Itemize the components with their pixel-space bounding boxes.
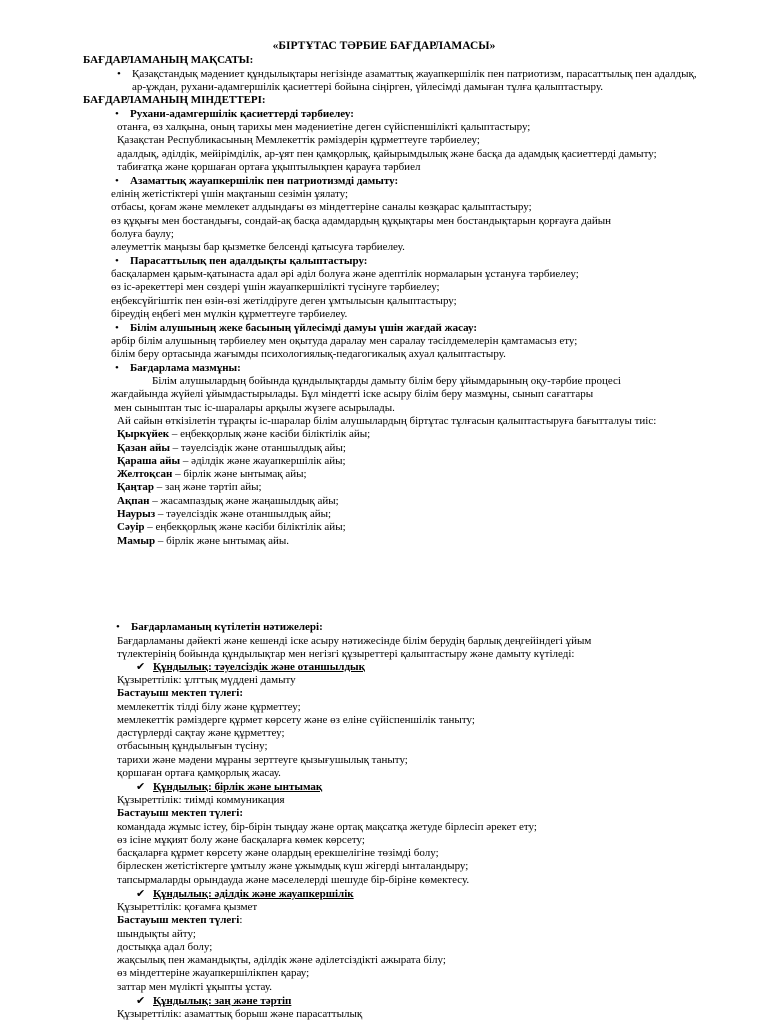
- value-1-competence: Құзыреттілік: ұлттық мүддені дамыту: [117, 674, 296, 686]
- month-desc: – жасампаздық және жаңашылдық айы;: [149, 494, 339, 507]
- value-4-heading: ✔ Құндылық: заң және тәртіп: [153, 995, 291, 1008]
- section-3-list: [111, 268, 579, 321]
- value-1-graduate: Бастауыш мектеп түлегі:: [117, 687, 244, 700]
- month-desc: – заң және тәртіп айы;: [153, 481, 262, 494]
- results-line-2: түлектерінің бойында құндылықтар мен негізгі құзыреттері қалыптастыру және дамыту күтіледі:: [117, 648, 575, 661]
- section-2-list: [111, 188, 611, 254]
- aim-heading: БАҒДАРЛАМАНЫҢ МАҚСАТЫ:: [83, 54, 254, 66]
- value-1-line-1: мемлекеттік тілді білу және құрметтеу;: [117, 700, 301, 713]
- month-item: [117, 521, 656, 534]
- month-item: [117, 508, 656, 521]
- section-5-line-3: мен сыныптан тыс іс-шаралары арқылы жүзеге асырылады.: [114, 401, 395, 414]
- value-3-heading: ✔ Құндылық: әділдік және жауапкершілік: [153, 888, 354, 901]
- value-1-block: [117, 674, 475, 780]
- month-name: Қараша айы: [117, 454, 181, 467]
- month-desc: – бірлік және ынтымақ айы;: [172, 468, 307, 481]
- results-line-1: Бағдарламаны дәйекті және кешенді іске асыру нәтижесінде білім берудің барлық деңгейіндегі ұйым: [117, 635, 592, 647]
- value-2-block: [117, 794, 537, 887]
- value-2-line-2: өз ісіне мұқият болу және басқаларға көмек көрсету;: [117, 833, 365, 846]
- section-1-line-3: адалдық, әділдік, мейірімділік, ар-ұят пен қамқорлық, қайырымдылық және басқа да адамдық қасиеттерді дамыту;: [117, 147, 657, 160]
- month-item: [117, 455, 656, 468]
- section-3-heading-wrap: [130, 255, 367, 268]
- value-3-line-1: шындықты айту;: [117, 927, 196, 940]
- results-heading: • Бағдарламаның күтілетін нәтижелері:: [131, 621, 323, 634]
- value-1-line-5: тарихи және мәдени мұраны зерттеуге қызығушылық таныту;: [117, 753, 408, 766]
- section-3-line-1: басқалармен қарым-қатынаста адал әрі әділ болуға және әдептілік нормаларын ұстануға тәрбиелеу;: [111, 268, 579, 280]
- months-intro: Ай сайын өткізілетін тұрақты іс-шаралар білім алушылардың біртұтас тұлғасын қалыптастыруға бағытталуы тиіс:: [117, 415, 657, 427]
- month-name: Қазан айы: [117, 441, 170, 454]
- section-1-heading: • Рухани-адамгершілік қасиеттерді тәрбиелеу:: [130, 108, 354, 121]
- aim-line-1: • Қазақстандық мәдениет құндылықтары негізінде азаматтық жауапкершілік пен патриотизм, парасаттылық пен адалдық,: [132, 68, 697, 81]
- section-5-line-2: жағдайында жүйелі ұйымдастырылады. Бұл міндетті іске асыру білім беру мазмұны, сынып сағаттары: [111, 388, 594, 401]
- month-desc: – тәуелсіздік және отаншылдық айы;: [169, 441, 346, 454]
- section-1-line-2: Қазақстан Республикасының Мемлекеттік рәміздерін құрметтеуге тәрбиелеу;: [117, 134, 480, 147]
- section-1-list: [117, 121, 657, 174]
- section-2-line-4: болуға баулу;: [111, 227, 174, 240]
- section-3-line-2: өз іс-әрекеттері мен сөздері үшін жауапкершілікті түсінуге тәрбиелеу;: [111, 281, 440, 294]
- value-3-graduate-wrap: [117, 914, 446, 927]
- value-1-line-3: дәстүрлерді сақтау және құрметтеу;: [117, 727, 285, 740]
- section-2-heading-wrap: [130, 175, 398, 188]
- section-2-line-1: елінің жетістіктері үшін мақтаныш сезімін ұялату;: [111, 188, 349, 200]
- value-2-heading-wrap: [153, 781, 322, 794]
- value-3-graduate: Бастауыш мектеп түлегі: [117, 914, 240, 927]
- section-4-heading: • Білім алушының жеке басының үйлесімді дамуы үшін жағдай жасау:: [130, 322, 477, 335]
- value-4-block: [117, 1008, 362, 1021]
- value-3-line-2: достыққа адал болу;: [117, 940, 213, 953]
- section-5-heading: • Бағдарлама мазмұны:: [130, 362, 241, 375]
- value-2-line-5: тапсырмаларды орындауда және мәселелерді шешуде бір-біріне көмектесу.: [117, 873, 470, 886]
- section-1-heading-wrap: [130, 108, 354, 121]
- section-2-line-2: отбасы, қоғам және мемлекет алдындағы өз міндеттеріне саналы көзқарас қалыптастыру;: [111, 201, 532, 214]
- month-item: [117, 481, 656, 494]
- month-name: Мамыр: [117, 534, 156, 547]
- value-3-block: [117, 901, 446, 994]
- section-5-paragraph: [111, 375, 621, 415]
- section-3-line-3: еңбексүйгіштік пен өзін-өзі жетілдіруге деген ұмтылысын қалыптастыру;: [111, 294, 457, 307]
- value-3-heading-wrap: [153, 888, 354, 901]
- month-desc: – әділдік және жауапкершілік айы;: [180, 454, 346, 467]
- results-heading-wrap: [131, 621, 323, 634]
- month-item: [117, 535, 656, 548]
- section-1-line-4: табиғатқа және қоршаған ортаға ұқыптылықпен қарауға тәрбиел: [117, 160, 421, 173]
- value-3-competence: Құзыреттілік: қоғамға қызмет: [117, 901, 258, 913]
- section-4-line-1: әрбір білім алушының тәрбиелеу мен оқытуда даралау мен саралау тәсілдемелерін қамтамасыз ету;: [111, 335, 578, 347]
- value-4-heading-wrap: [153, 995, 291, 1008]
- aim-line-2: ар-ұждан, рухани-адамгершілік қасиеттері бойына сіңірген, үйлесімді дамыған тұлға қалыптастыру.: [132, 81, 604, 94]
- section-2-line-3: өз құқығы мен бостандығы, сондай-ақ басқа адамдардың құқықтары мен бостандықтарын қорғауға дайын: [111, 214, 612, 227]
- value-3-graduate-colon: :: [239, 914, 243, 927]
- month-name: Ақпан: [117, 494, 150, 507]
- section-4-heading-wrap: [130, 322, 477, 335]
- month-name: Қаңтар: [117, 481, 154, 494]
- section-5-heading-wrap: [130, 362, 241, 375]
- month-desc: – еңбекқорлық және кәсіби біліктілік айы;: [169, 428, 371, 441]
- month-desc: – тәуелсіздік және отаншылдық айы;: [155, 508, 332, 521]
- value-2-line-3: басқаларға құрмет көрсету және олардың ерекшелігіне төзімді болу;: [117, 847, 439, 860]
- value-2-line-1: командада жұмыс істеу, бір-бірін тыңдау және ортақ мақсатқа жетуде бірлесіп әрекет ету;: [117, 820, 537, 833]
- section-3-heading: • Парасаттылық пен адалдықты қалыптастыру:: [130, 255, 367, 268]
- value-3-line-5: заттар мен мүлікті ұқыпты ұстау.: [117, 980, 272, 993]
- value-1-line-6: қоршаған ортаға қамқорлық жасау.: [117, 767, 281, 780]
- document-title: «БІРТҰТАС ТӘРБИЕ БАҒДАРЛАМАСЫ»: [272, 40, 496, 52]
- section-2-line-5: әлеуметтік маңызы бар қызметке белсенді қатысуға тәрбиелеу.: [111, 241, 405, 254]
- tasks-heading: БАҒДАРЛАМАНЫҢ МІНДЕТТЕРІ:: [83, 94, 266, 106]
- month-name: Желтоқсан: [117, 468, 173, 481]
- months-block: [117, 415, 656, 548]
- month-item: [117, 495, 656, 508]
- value-1-line-4: отбасының құндылығын түсіну;: [117, 740, 268, 753]
- value-3-line-4: өз міндеттеріне жауапкершілікпен қарау;: [117, 967, 310, 980]
- section-5-line-1: Білім алушылардың бойында құндылықтарды дамыту білім беру ұйымдарының оқу-тәрбие процесі: [152, 375, 621, 387]
- month-desc: – еңбекқорлық және кәсіби біліктілік айы;: [144, 521, 346, 534]
- month-desc: – бірлік және ынтымақ айы.: [155, 534, 289, 547]
- section-2-heading: • Азаматтық жауапкершілік пен патриотизмді дамыту:: [130, 175, 398, 188]
- section-3-line-4: біреудің еңбегі мен мүлкін құрметтеуге тәрбиелеу.: [111, 307, 348, 320]
- value-4-competence: Құзыреттілік: азаматтық борыш және парасаттылық: [117, 1008, 363, 1020]
- value-2-line-4: бірлескен жетістіктерге ұмтылу және ұжымдық күш жігерді ынталандыру;: [117, 860, 469, 873]
- section-1-line-1: отанға, өз халқына, оның тарихы мен мәдениетіне деген сүйіспеншілікті қалыптастыру;: [117, 121, 531, 133]
- value-2-heading: ✔ Құндылық: бірлік және ынтымақ: [153, 781, 322, 794]
- section-4-list: [111, 335, 577, 362]
- value-1-heading: ✔ Құндылық: тәуелсіздік және отаншылдық: [153, 661, 365, 674]
- month-item: [117, 468, 656, 481]
- month-item: [117, 442, 656, 455]
- month-name: Сәуір: [117, 521, 145, 534]
- value-2-graduate: Бастауыш мектеп түлегі:: [117, 807, 244, 820]
- results-paragraph: [117, 635, 591, 662]
- value-1-heading-wrap: [153, 661, 365, 674]
- aim-list: [132, 68, 697, 95]
- value-2-competence: Құзыреттілік: тиімді коммуникация: [117, 794, 285, 806]
- month-name: Қыркүйек: [117, 428, 170, 441]
- month-item: [117, 428, 656, 441]
- value-3-line-3: жақсылық пен жамандықты, әділдік және әділетсіздікті ажырата білу;: [117, 954, 446, 967]
- value-1-line-2: мемлекеттік рәміздерге құрмет көрсету және өз еліне сүйіспеншілік таныту;: [117, 713, 475, 726]
- month-name: Наурыз: [117, 508, 156, 521]
- section-4-line-2: білім беру ортасында жағымды психологиялық-педагогикалық ахуал қалыптастыру.: [111, 348, 506, 361]
